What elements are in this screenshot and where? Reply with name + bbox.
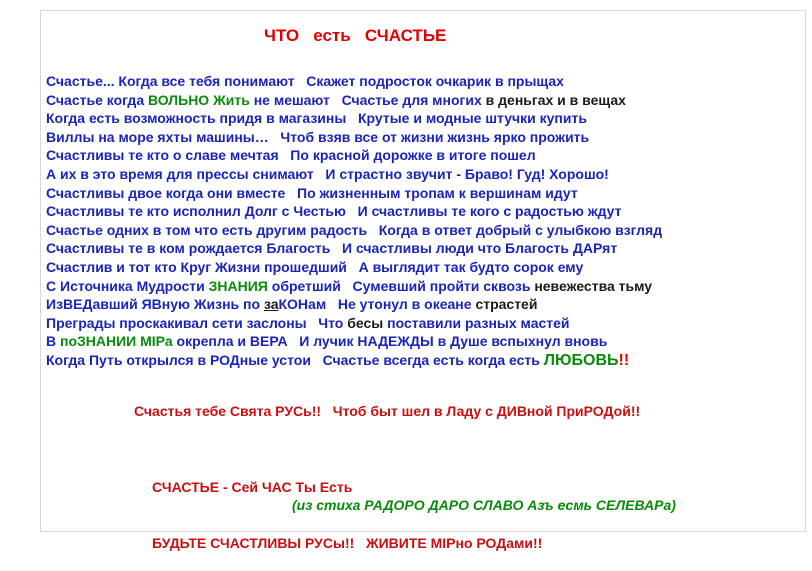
poem-line: Счастье одних в том что есть другим радость Когда в ответ добрый с улыбкою взгляд bbox=[46, 221, 663, 238]
poem-line: А их в это время для прессы снимают И страстно звучит - Браво! Гуд! Хорошо! bbox=[46, 165, 609, 182]
poem-line: ИзВЕДавший ЯВную Жизнь по заКОНам Не утонул в океане страстей bbox=[46, 296, 538, 313]
poem-line: Счастливы те кто о славе мечтая По красной дорожке в итоге пошел bbox=[46, 147, 536, 164]
poem-line: Когда есть возможность придя в магазины Крутые и модные штучки купить bbox=[46, 110, 587, 127]
poem-line: Счастлив и тот кто Круг Жизни прошедший А выглядит так будто сорок ему bbox=[46, 258, 584, 275]
poem-line: Счастливы те кто исполнил Долг с Честью И счастливы те кого с радостью ждут bbox=[46, 203, 622, 220]
poem-line: Счастье когда ВОЛЬНО Жить не мешают Счастье для многих в деньгах и в вещах bbox=[46, 91, 626, 108]
highlight-green: ЗНАНИЯ bbox=[208, 277, 268, 294]
final-line-2: БУДЬТЕ СЧАСТЛИВЫ РУСы!! ЖИВИТЕ МІРно РОДами!! bbox=[152, 534, 543, 551]
highlight-black: страстей bbox=[475, 296, 538, 313]
highlight-love: ЛЮБОВЬ bbox=[543, 351, 619, 369]
poem-source: (из стиха РАДОРО ДАРО СЛАВО Азъ есмь СЕЛЕВАРа) bbox=[292, 497, 676, 513]
poem-line: Счастье... Когда все тебя понимают Скажет подросток очкарик в прыщах bbox=[46, 73, 564, 89]
underlined-syllable: за bbox=[263, 296, 279, 313]
highlight-green: поЗНАНИИ МІРа bbox=[60, 333, 173, 350]
poem-line: Счастливы те в ком рождается Благость И счастливы люди что Благость ДАРят bbox=[46, 240, 618, 257]
poem-title: ЧТО есть СЧАСТЬЕ bbox=[264, 26, 447, 45]
poem-line: Когда Путь открылся в РОДные устои Счастье всегда есть когда есть ЛЮБОВЬ!! bbox=[46, 351, 630, 369]
final-line-1: СЧАСТЬЕ - Сей ЧАС Ты Есть bbox=[152, 479, 353, 496]
poem-line: В поЗНАНИИ МІРа окрепла и ВЕРА И лучик НАДЕЖДЫ в Душе вспыхнул вновь bbox=[46, 333, 608, 350]
poem-line: С Источника Мудрости ЗНАНИЯ обретший Сумевший пройти сквозь невежества тьму bbox=[46, 277, 653, 294]
highlight-black: бесы bbox=[347, 314, 384, 331]
exclamation: !! bbox=[618, 351, 630, 369]
poem-line: Преграды проскакивал сети заслоны Что бесы поставили разных мастей bbox=[46, 314, 570, 331]
blessing-line: Счастья тебе Свята РУСь!! Чтоб быт шел в Ладу с ДИВной ПриРОДой!! bbox=[134, 403, 641, 419]
highlight-black: в деньгах и в вещах bbox=[485, 91, 626, 108]
poem-line: Виллы на море яхты машины… Чтоб взяв все от жизни жизнь ярко прожить bbox=[46, 128, 590, 145]
poem-line: Счастливы двое когда они вместе По жизненным тропам к вершинам идут bbox=[46, 184, 578, 201]
highlight-black: невежества тьму bbox=[534, 277, 653, 294]
poem-body bbox=[46, 72, 662, 371]
highlight-green: ВОЛЬНО Жить bbox=[148, 91, 250, 108]
